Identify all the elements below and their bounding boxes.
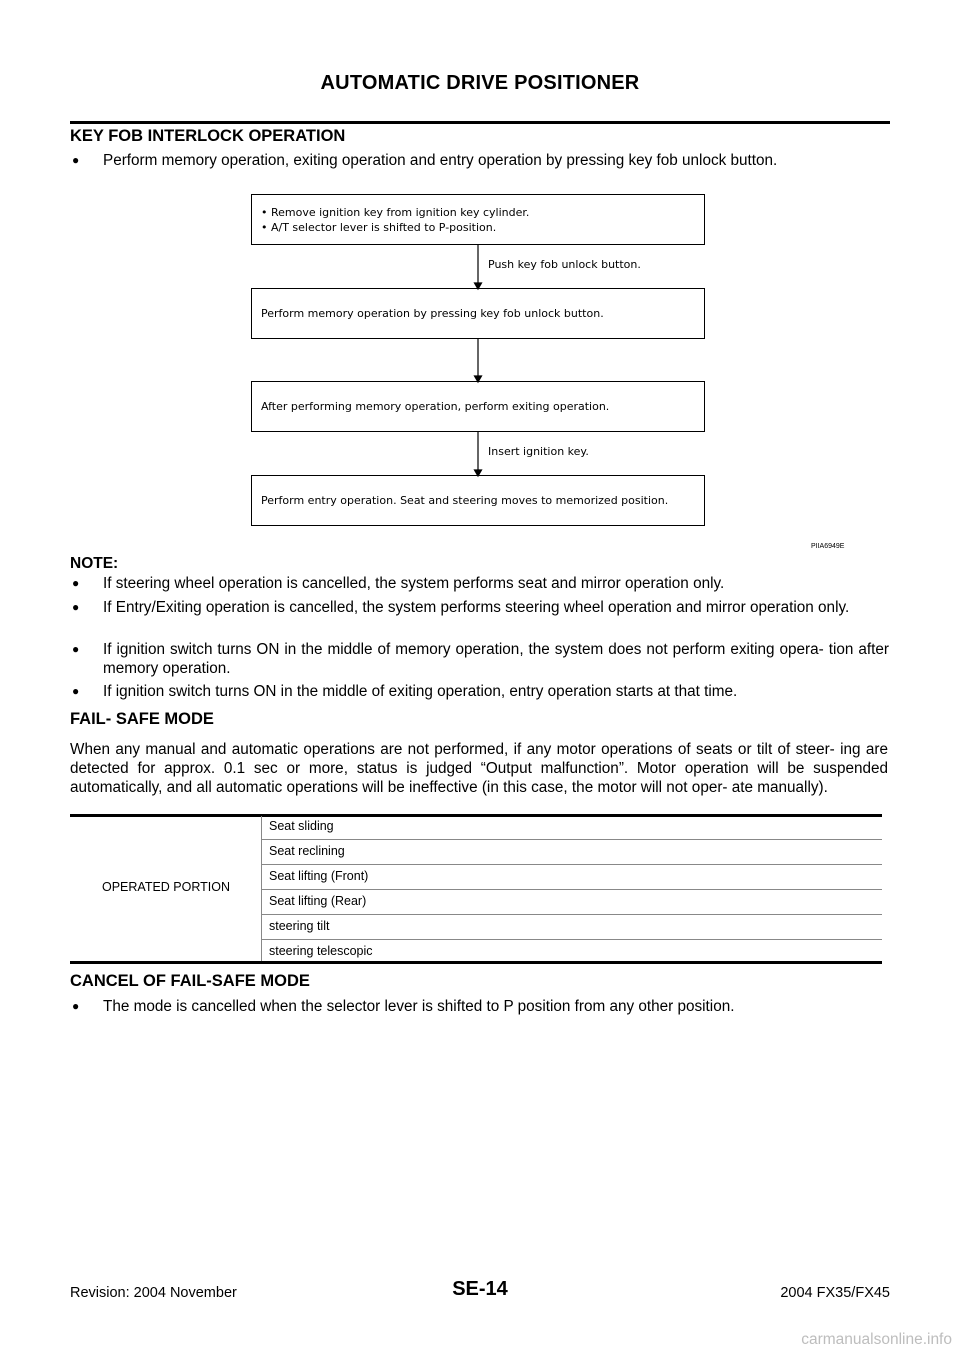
footer-model: 2004 FX35/FX45 bbox=[780, 1285, 890, 1301]
table-header: OPERATED PORTION bbox=[101, 880, 231, 894]
table-row-line bbox=[262, 889, 882, 890]
table-row: Seat lifting (Front) bbox=[269, 869, 369, 883]
flow-arrowhead-1 bbox=[475, 283, 482, 289]
note-item-text: If ignition switch turns ON in the middle of memory operation, the system does not perform exiting opera- tion after memory operation. bbox=[103, 641, 889, 677]
bullet-icon: ● bbox=[72, 642, 80, 656]
table-row: steering telescopic bbox=[269, 944, 373, 958]
table-row-line bbox=[262, 864, 882, 865]
table-row: Seat reclining bbox=[269, 844, 345, 858]
table-row: Seat sliding bbox=[269, 819, 334, 833]
bullet-icon: ● bbox=[72, 576, 80, 590]
note-item-text: If steering wheel operation is cancelled, the system performs seat and mirror operation only. bbox=[103, 575, 725, 592]
section-heading-key-fob: KEY FOB INTERLOCK OPERATION bbox=[70, 127, 346, 145]
table-row: Seat lifting (Rear) bbox=[269, 894, 367, 908]
flow-box-3-text: After performing memory operation, perform exiting operation. bbox=[261, 400, 610, 413]
figure-id: PIIA6949E bbox=[811, 543, 845, 550]
footer-revision: Revision: 2004 November bbox=[70, 1285, 237, 1301]
flow-box-1-line-2: • A/T selector lever is shifted to P-position. bbox=[261, 220, 497, 234]
flow-arrowhead-2 bbox=[475, 376, 482, 382]
table-row-line bbox=[262, 839, 882, 840]
bullet-icon: ● bbox=[72, 999, 80, 1013]
table-row-line bbox=[262, 939, 882, 940]
bullet-text: Perform memory operation, exiting operation and entry operation by pressing key fob unlock button. bbox=[103, 152, 778, 169]
table-bottom-rule bbox=[70, 961, 882, 964]
flow-arrows bbox=[0, 0, 960, 540]
flow-box-1-line-1: • Remove ignition key from ignition key cylinder. bbox=[261, 205, 530, 219]
watermark: carmanualsonline.info bbox=[801, 1331, 952, 1348]
flow-arrowhead-3 bbox=[475, 470, 482, 476]
flow-box-4-text: Perform entry operation. Seat and steering moves to memorized position. bbox=[261, 494, 669, 507]
note-item-text: If Entry/Exiting operation is cancelled, the system performs steering wheel operation and mirror operation only. bbox=[103, 599, 850, 616]
flow-box-2-text: Perform memory operation by pressing key fob unlock button. bbox=[261, 307, 604, 320]
page-number: SE-14 bbox=[452, 1278, 508, 1300]
table-row: steering tilt bbox=[269, 919, 330, 933]
flow-label-insert: Insert ignition key. bbox=[488, 445, 589, 458]
section-heading-cancel: CANCEL OF FAIL-SAFE MODE bbox=[70, 972, 310, 990]
table-row-line bbox=[262, 914, 882, 915]
bullet-icon: ● bbox=[72, 153, 80, 167]
note-label: NOTE: bbox=[70, 555, 119, 572]
table-top-rule bbox=[70, 814, 882, 817]
bullet-text: The mode is cancelled when the selector lever is shifted to P position from any other position. bbox=[103, 998, 735, 1015]
page-title: AUTOMATIC DRIVE POSITIONER bbox=[320, 72, 640, 94]
note-item-text: If ignition switch turns ON in the middle of exiting operation, entry operation starts at that time. bbox=[103, 683, 738, 700]
fail-safe-paragraph: When any manual and automatic operations are not performed, if any motor operations of seats or tilt of steer- ing are detected for approx. 0.1 sec or more, status is judged “Output malfunction”. Motor operation will be suspended automatically, and all automatic operations will be ineffective (in this case, the motor will not oper- ate manually). bbox=[70, 741, 888, 796]
flow-label-push: Push key fob unlock button. bbox=[488, 258, 641, 271]
section-heading-fail-safe: FAIL- SAFE MODE bbox=[70, 710, 214, 728]
bullet-icon: ● bbox=[72, 600, 80, 614]
bullet-icon: ● bbox=[72, 684, 80, 698]
